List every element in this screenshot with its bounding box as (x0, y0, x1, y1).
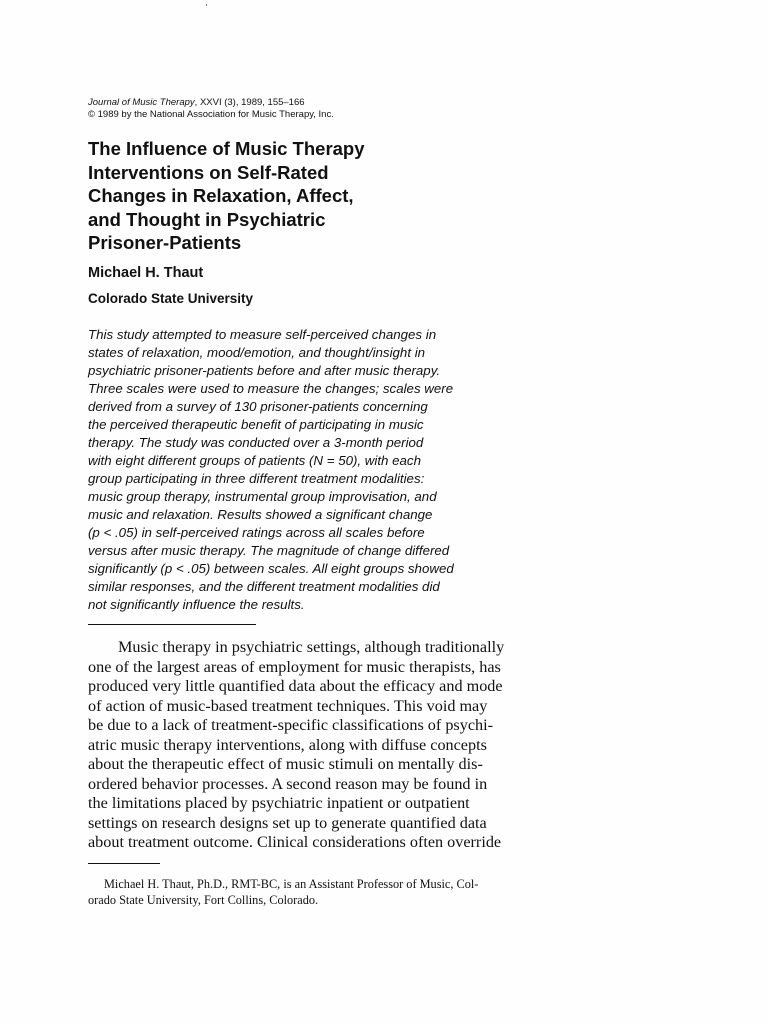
citation-header (88, 97, 508, 120)
body-line: ordered behavior processes. A second reason may be found in (88, 774, 488, 793)
body-paragraph (88, 638, 633, 853)
footnote-line: Michael H. Thaut, Ph.D., RMT-BC, is an Assistant Professor of Music, Col- (104, 877, 479, 891)
abstract-line: This study attempted to measure self-perceived changes in (88, 327, 437, 342)
abstract-line: music group therapy, instrumental group improvisation, and (88, 489, 437, 504)
body-line: settings on research designs set up to generate quantified data (88, 813, 487, 832)
author-affiliation: Colorado State University (88, 291, 254, 306)
abstract-line: versus after music therapy. The magnitude of change differed (88, 543, 450, 558)
body-line: the limitations placed by psychiatric inpatient or outpatient (88, 794, 470, 812)
copyright-line: © 1989 by the National Association for Music Therapy, Inc. (88, 108, 334, 120)
paper-title (88, 137, 468, 255)
body-line: produced very little quantified data about the efficacy and mode (88, 677, 503, 695)
body-line: about the therapeutic effect of music stimuli on mentally dis- (88, 755, 483, 773)
abstract-line: therapy. The study was conducted over a 3-month period (88, 435, 424, 450)
body-line: Music therapy in psychiatric settings, although traditionally (118, 638, 505, 656)
body-line: about treatment outcome. Clinical considerations often override (88, 833, 502, 851)
abstract (88, 326, 548, 614)
abstract-line: similar responses, and the different treatment modalities did (88, 579, 440, 594)
abstract-line: with eight different groups of patients (N = 50), with each (88, 453, 421, 468)
body-line: of action of music-based treatment techniques. This void may (88, 696, 488, 715)
abstract-line: derived from a survey of 130 prisoner-patients concerning (88, 399, 428, 414)
abstract-line: the perceived therapeutic benefit of participating in music (88, 417, 424, 432)
footnote-line: orado State University, Fort Collins, Colorado. (88, 893, 319, 907)
body-line: be due to a lack of treatment-specific classifications of psychi- (88, 716, 493, 734)
author-footnote (88, 876, 633, 908)
author-name: Michael H. Thaut (88, 265, 204, 281)
citation-line (88, 97, 508, 109)
title-line: Prisoner-Patients (88, 232, 242, 253)
abstract-line: psychiatric prisoner-patients before and after music therapy. (88, 363, 441, 378)
footnote-divider (88, 863, 160, 864)
scan-speck (206, 4, 207, 6)
abstract-line: not significantly influence the results. (88, 597, 305, 612)
volume-pages: , XXVI (3), 1989, 155–166 (194, 97, 305, 108)
body-line: atric music therapy interventions, along with diffuse concepts (88, 735, 487, 754)
abstract-line: states of relaxation, mood/emotion, and thought/insight in (88, 345, 426, 360)
abstract-divider (88, 624, 256, 625)
body-line: one of the largest areas of employment for music therapists, has (88, 657, 501, 676)
abstract-line: (p < .05) in self-perceived ratings across all scales before (88, 525, 425, 540)
abstract-line: significantly (p < .05) between scales. All eight groups showed (88, 561, 454, 576)
title-line: The Influence of Music Therapy (88, 138, 365, 159)
title-line: Interventions on Self-Rated (88, 161, 329, 183)
title-line: Changes in Relaxation, Affect, (88, 185, 354, 206)
abstract-line: music and relaxation. Results showed a significant change (88, 507, 433, 522)
title-line: and Thought in Psychiatric (88, 208, 326, 230)
abstract-line: group participating in three different treatment modalities: (88, 471, 425, 486)
abstract-line: Three scales were used to measure the changes; scales were (88, 381, 454, 396)
journal-name: Journal of Music Therapy (88, 97, 195, 108)
